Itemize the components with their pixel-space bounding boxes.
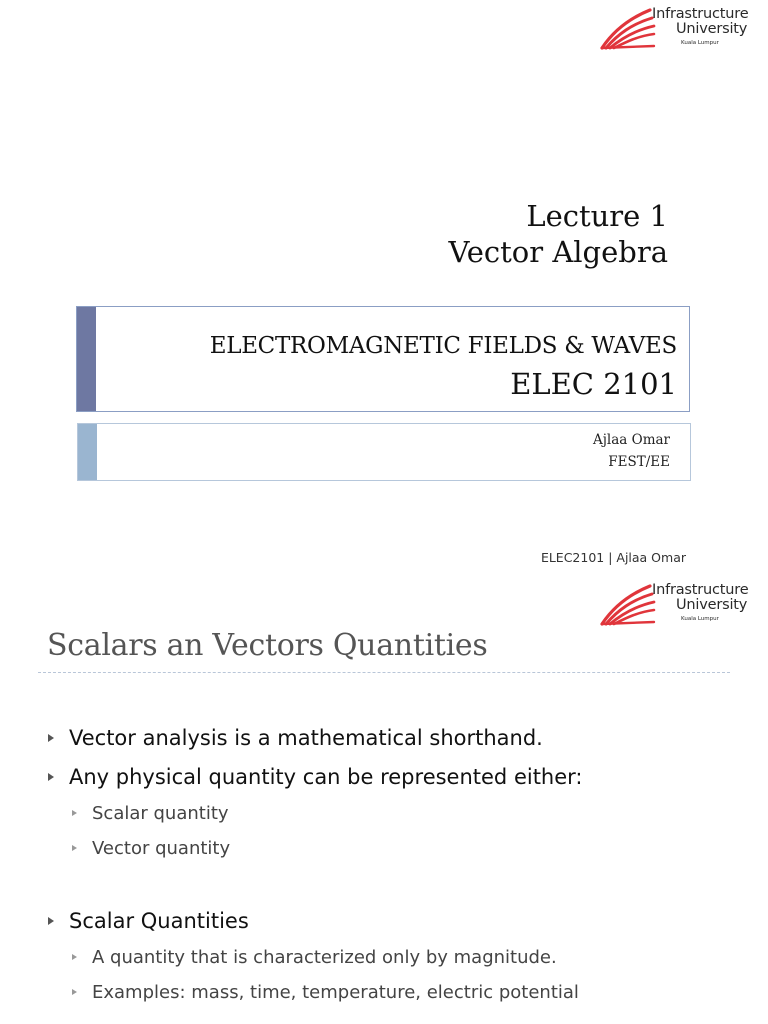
sub-bullet-item: [92, 982, 579, 1003]
bullet-arrow-icon: [48, 917, 54, 925]
course-code: ELEC 2101: [510, 367, 677, 401]
author-department: FEST/EE: [608, 454, 670, 470]
sub-bullet-arrow-icon: [72, 954, 77, 960]
logo-text-line2: University: [676, 21, 748, 37]
bullet-text: Scalar quantity: [92, 803, 229, 824]
logo-swoosh-icon: [600, 8, 656, 50]
logo-text-line2: University: [676, 597, 748, 613]
logo-text-line1: Infrastructure: [652, 582, 749, 598]
sub-bullet-arrow-icon: [72, 989, 77, 995]
content-slide: [0, 576, 768, 1024]
logo-text-line1: Infrastructure: [652, 6, 749, 22]
course-box: [76, 306, 690, 412]
slide-footer: ELEC2101 | Ajlaa Omar: [540, 550, 686, 565]
title-divider: [38, 672, 730, 673]
bullet-text: Scalar Quantities: [69, 909, 249, 933]
lecture-topic: Vector Algebra: [448, 235, 668, 269]
bullet-arrow-icon: [48, 773, 54, 781]
bullet-text: A quantity that is characterized only by magnitude.: [92, 947, 557, 968]
logo-swoosh-icon: [600, 584, 656, 626]
logo-text-line3: Kuala Lumpur: [681, 40, 719, 46]
bullet-item: [69, 726, 543, 750]
logo-text-line3: Kuala Lumpur: [681, 616, 719, 622]
sub-bullet-item: [92, 803, 229, 824]
course-accent-bar: [77, 307, 96, 411]
author-name: Ajlaa Omar: [592, 432, 670, 448]
sub-bullet-item: [92, 838, 230, 859]
bullet-item: [69, 765, 583, 789]
course-name: ELECTROMAGNETIC FIELDS & WAVES: [209, 333, 677, 359]
bullet-text: Examples: mass, time, temperature, electric potential: [92, 982, 579, 1003]
sub-bullet-arrow-icon: [72, 810, 77, 816]
sub-bullet-item: [92, 947, 557, 968]
bullet-text: Vector analysis is a mathematical shorthand.: [69, 726, 543, 750]
bullet-arrow-icon: [48, 734, 54, 742]
author-accent-bar: [78, 424, 97, 480]
author-box: [77, 423, 691, 481]
sub-bullet-arrow-icon: [72, 845, 77, 851]
lecture-number: Lecture 1: [526, 199, 668, 233]
lecture-title: [448, 198, 668, 270]
university-logo: [600, 582, 760, 626]
bullet-text: Any physical quantity can be represented either:: [69, 765, 583, 789]
bullet-text: Vector quantity: [92, 838, 231, 859]
bullet-item: [69, 909, 249, 933]
slide-title: Scalars an Vectors Quantities: [47, 628, 488, 663]
university-logo: [600, 6, 760, 50]
